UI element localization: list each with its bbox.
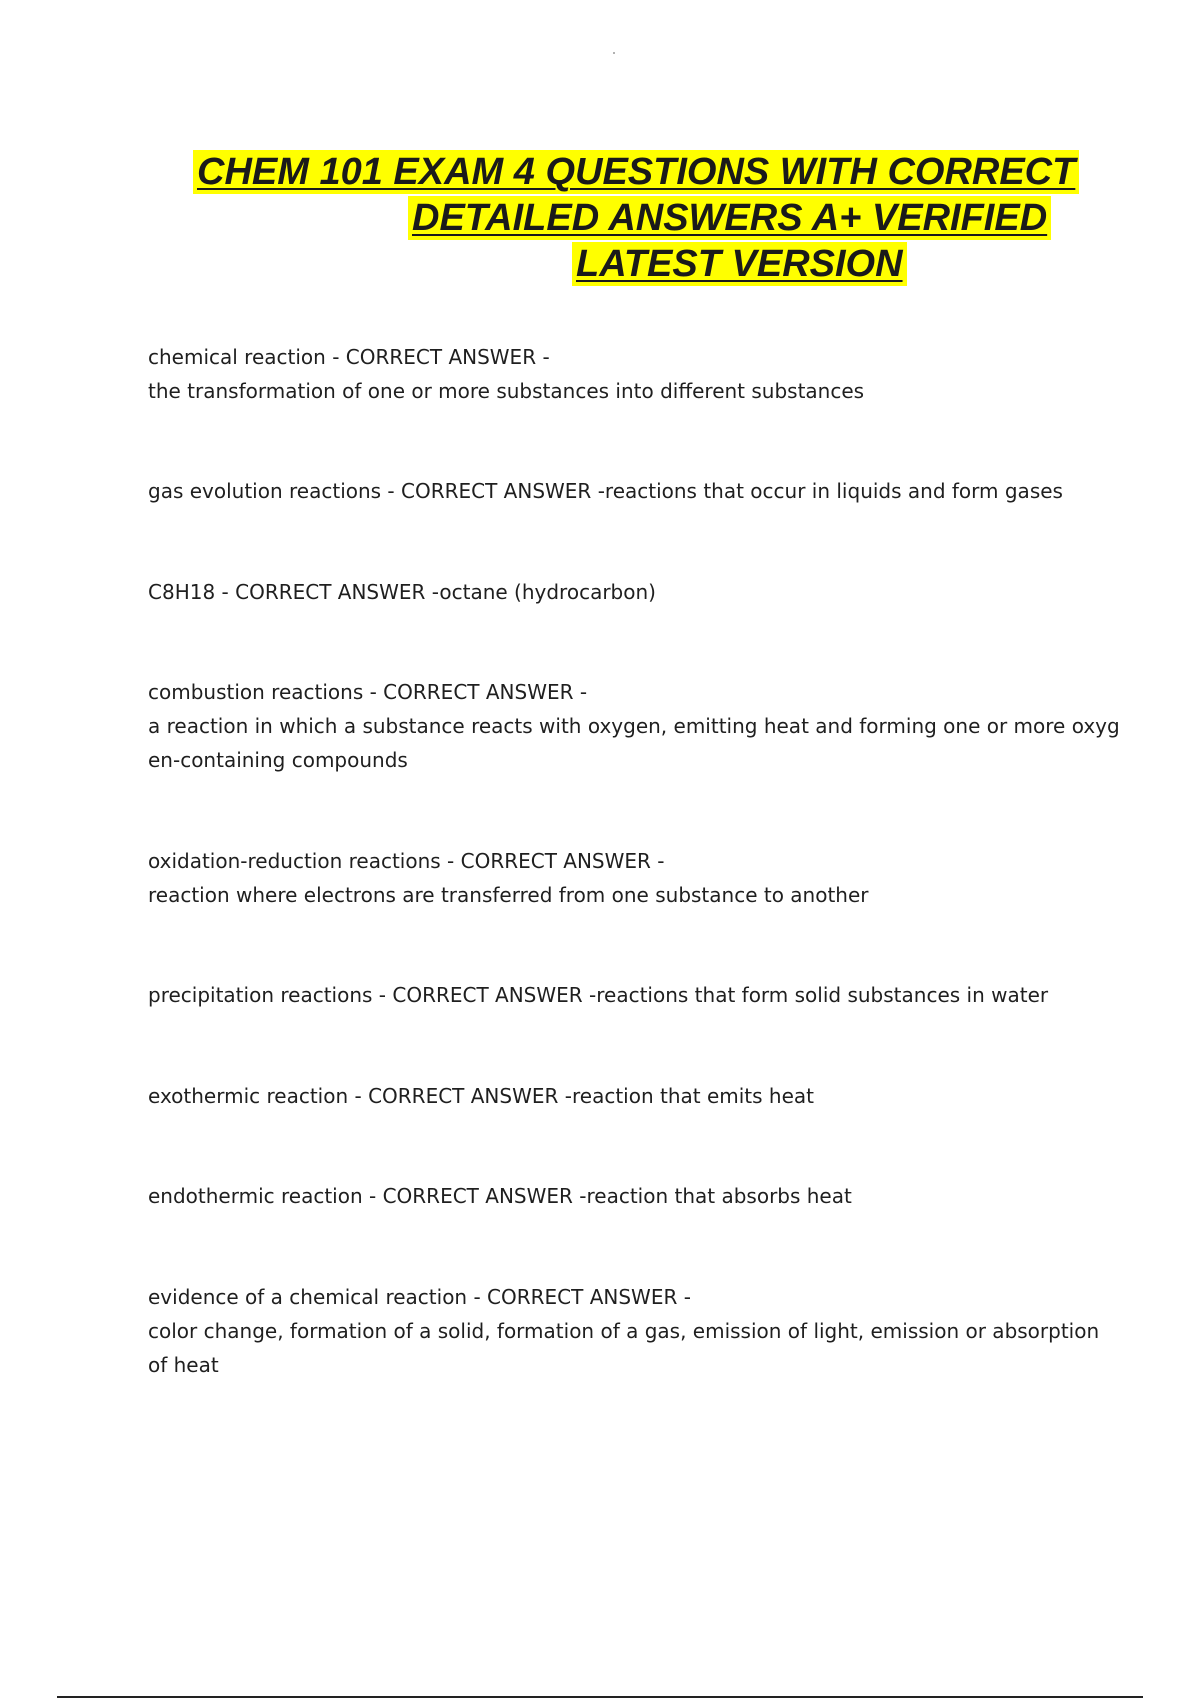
qa-item-chemical-reaction: [148, 340, 1098, 408]
page-speck: [613, 52, 615, 54]
qa-item-combustion: [148, 675, 1120, 777]
qa-line: the transformation of one or more substances into different substances: [148, 379, 865, 403]
title-line-1: CHEM 101 EXAM 4 QUESTIONS WITH CORRECT: [193, 150, 1079, 194]
qa-item-endothermic: [148, 1179, 1098, 1213]
qa-line: oxidation-reduction reactions - CORRECT ANSWER -: [148, 849, 665, 873]
footer-rule: [57, 1696, 1143, 1698]
qa-line: precipitation reactions - CORRECT ANSWER -reactions that form solid substances in water: [148, 983, 1049, 1007]
qa-item-gas-evolution: [148, 474, 1098, 508]
qa-line: a reaction in which a substance reacts with oxygen, emitting heat and forming one or more oxyg: [148, 714, 1120, 738]
qa-line: of heat: [148, 1353, 219, 1377]
qa-item-evidence: [148, 1280, 1098, 1382]
qa-line: gas evolution reactions - CORRECT ANSWER -reactions that occur in liquids and form gases: [148, 479, 1063, 503]
qa-line: C8H18 - CORRECT ANSWER -octane (hydrocarbon): [148, 580, 656, 604]
qa-line: color change, formation of a solid, formation of a gas, emission of light, emission or absorption: [148, 1319, 1100, 1343]
qa-line: chemical reaction - CORRECT ANSWER -: [148, 345, 550, 369]
qa-item-c8h18: [148, 575, 1098, 609]
qa-line: combustion reactions - CORRECT ANSWER -: [148, 680, 588, 704]
qa-item-precipitation: [148, 978, 1098, 1012]
title-line-2: DETAILED ANSWERS A+ VERIFIED: [408, 196, 1051, 240]
title-line-3: LATEST VERSION: [572, 242, 907, 286]
qa-line: reaction where electrons are transferred from one substance to another: [148, 883, 869, 907]
qa-item-oxidation-reduction: [148, 844, 1098, 912]
qa-line: endothermic reaction - CORRECT ANSWER -reaction that absorbs heat: [148, 1184, 852, 1208]
qa-line: exothermic reaction - CORRECT ANSWER -reaction that emits heat: [148, 1084, 814, 1108]
qa-line: en-containing compounds: [148, 748, 408, 772]
qa-line: evidence of a chemical reaction - CORRECT ANSWER -: [148, 1285, 691, 1309]
qa-item-exothermic: [148, 1079, 1098, 1113]
